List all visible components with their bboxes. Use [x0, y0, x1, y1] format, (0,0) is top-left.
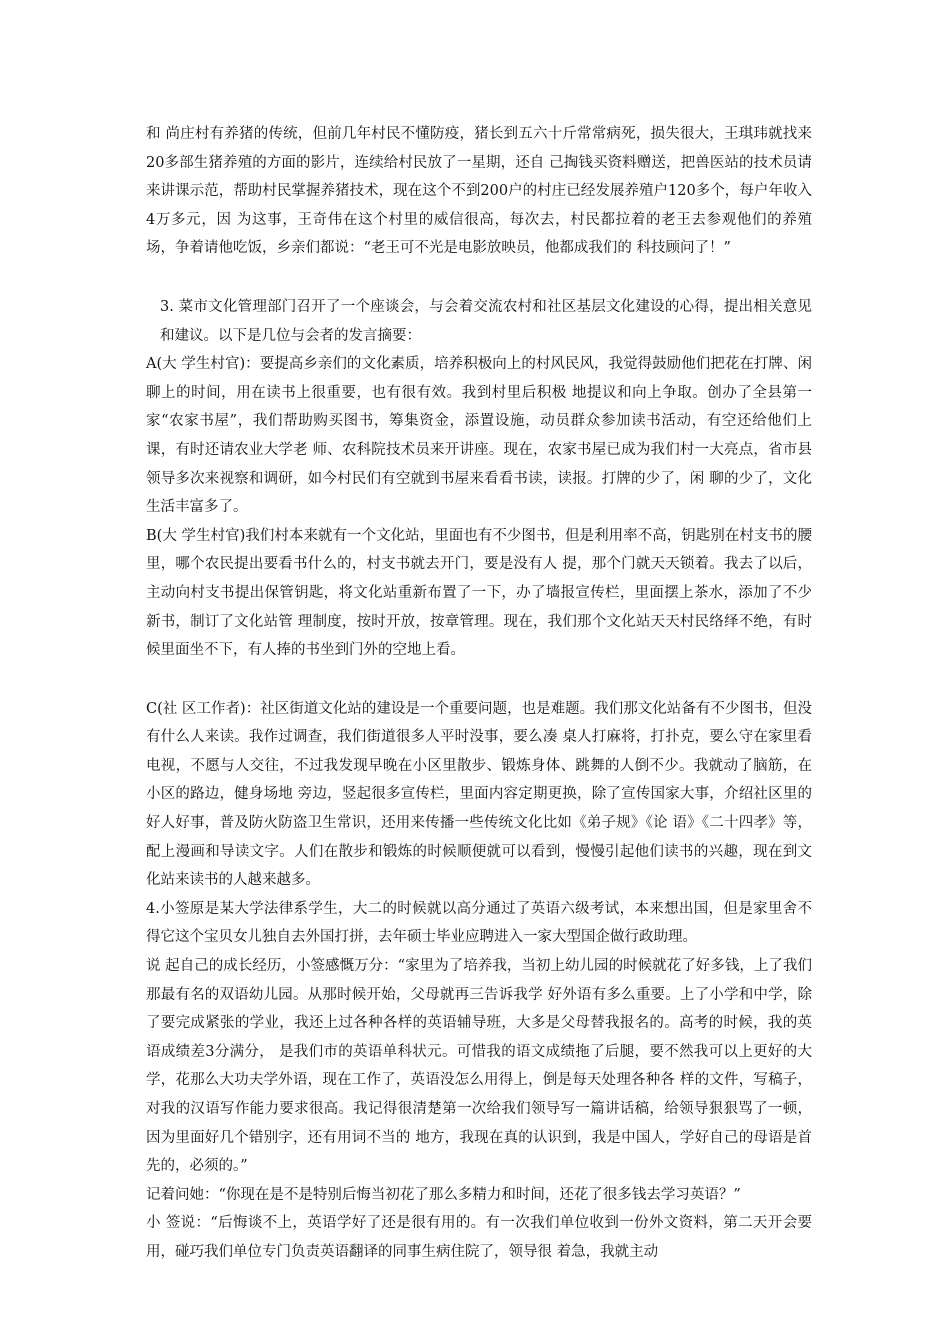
reporter-question: 记着问她：“你现在是不是特别后悔当初花了那么多精力和时间，还花了很多钱去学习英语？”: [146, 1186, 741, 1203]
paragraph-spacer: [146, 665, 812, 695]
paragraph-pig-farming: 和 尚庄村有养猪的传统，但前几年村民不懂防疫，猪长到五六十斤常常病死，损失很大，王琪玮就找来20多部生猪养殖的方面的影片，连续给村民放了一星期，还自 己掏钱买资料赠送，把兽医站的技术员请来讲课示范，帮助村民掌握养猪技术，现在这个不到200户的村庄已经发展养殖户120多个，每户年收入4万多元，因 为这事，王奇伟在这个村里的威信很高，每次去，村民都拉着的老王去参观他们的养殖场，争着请他吃饭，乡亲们都说：“老王可不光是电影放映员，他都成我们的 科技顾问了！”: [146, 126, 812, 257]
xiaoqian-reply: 小 签说：“后悔谈不上，英语学好了还是很有用的。有一次我们单位收到一份外文资料，第二天开会要用，碰巧我们单位专门负责英语翻译的同事生病住院了，领导很 着急，我就主动: [146, 1215, 812, 1260]
xiaoqian-account: 说 起自己的成长经历，小签感慨万分：“家里为了培养我，当初上幼儿园的时候就花了好多钱，上了我们那最有名的双语幼儿园。从那时候开始，父母就再三告诉我学 好外语有多么重要。上了小学和中学，除了要完成紧张的学业，我还上过各种各样的英语辅导班，大多是父母替我报名的。高考的时候，我的英语成绩差3分满分， 是我们市的英语单科状元。可惜我的语文成绩拖了后腿，要不然我可以上更好的大学，花那么大功夫学外语，现在工作了，英语没怎么用得上，倒是每天处理各种各 样的文件，写稿子，对我的汉语写作能力要求很高。我记得很清楚第一次给我们领导写一篇讲话稿，给领导狠狠骂了一顿，因为里面好几个错别字，还有用词不当的 地方，我现在真的认识到，我是中国人，学好自己的母语是首先的，必须的。”: [146, 958, 812, 1175]
speaker-a-remarks: A(大 学生村官)：要提高乡亲们的文化素质，培养积极向上的村风民风，我觉得鼓励他们把花在打牌、闲聊上的时间，用在读书上很重要，也有很有效。我到村里后积极 地提议和向上争取。创办了全县第一家“农家书屋”，我们帮助购买图书，筹集资金，添置设施，动员群众参加读书活动，有空还给他们上课，有时还请农业大学老 师、农科院技术员来开讲座。现在，农家书屋已成为我们村一大亮点，省市县领导多次来视察和调研，如今村民们有空就到书屋来看看书读，读报。打牌的少了，闲 聊的少了，文化生活丰富多了。: [146, 356, 812, 516]
paragraph-spacer: [146, 263, 812, 293]
question-3-intro: 3. 菜市文化管理部门召开了一个座谈会，与会着交流农村和社区基层文化建设的心得，提出相关意见和建议。以下是几位与会者的发言摘要：: [160, 298, 812, 344]
document-body: [146, 120, 812, 1267]
speaker-c-remarks: C(社 区工作者)：社区街道文化站的建设是一个重要问题，也是难题。我们那文化站备有不少图书，但没有什么人来读。我作过调查，我们街道很多人平时没事，要么凑 桌人打麻将，打扑克，要么守在家里看电视，不愿与人交往，不过我发现早晚在小区里散步、锻炼身体、跳舞的人倒不少。我就动了脑筋，在小区的路边，健身场地 旁边，竖起很多宣传栏，里面内容定期更换，除了宣传国家大事，介绍社区里的好人好事，普及防火防盗卫生常识，还用来传播一些传统文化比如《弟子规》《论 语》《二十四孝》等，配上漫画和导读文字。人们在散步和锻炼的时候顺便就可以看到，慢慢引起他们读书的兴趣，现在到文化站来读书的人越来越多。: [146, 700, 812, 889]
question-4-intro: 4.小签原是某大学法律系学生，大二的时候就以高分通过了英语六级考试，本来想出国，但是家里舍不得它这个宝贝女儿独自去外国打拼，去年硕士毕业应聘进入一家大型国企做行政助理。: [146, 900, 812, 946]
speaker-b-remarks: B(大 学生村官)我们村本来就有一个文化站，里面也有不少图书，但是利用率不高，钥匙别在村支书的腰里，哪个农民提出要看书什么的，村支书就去开门，要是没有人 提，那个门就天天锁着。我去了以后，主动向村支书提出保管钥匙，将文化站重新布置了一下，办了墙报宣传栏，里面摆上茶水，添加了不少新书，制订了文化站管 理制度，按时开放，按章管理。现在，我们那个文化站天天村民络绎不绝，有时候里面坐不下，有人捧的书坐到门外的空地上看。: [146, 527, 812, 659]
